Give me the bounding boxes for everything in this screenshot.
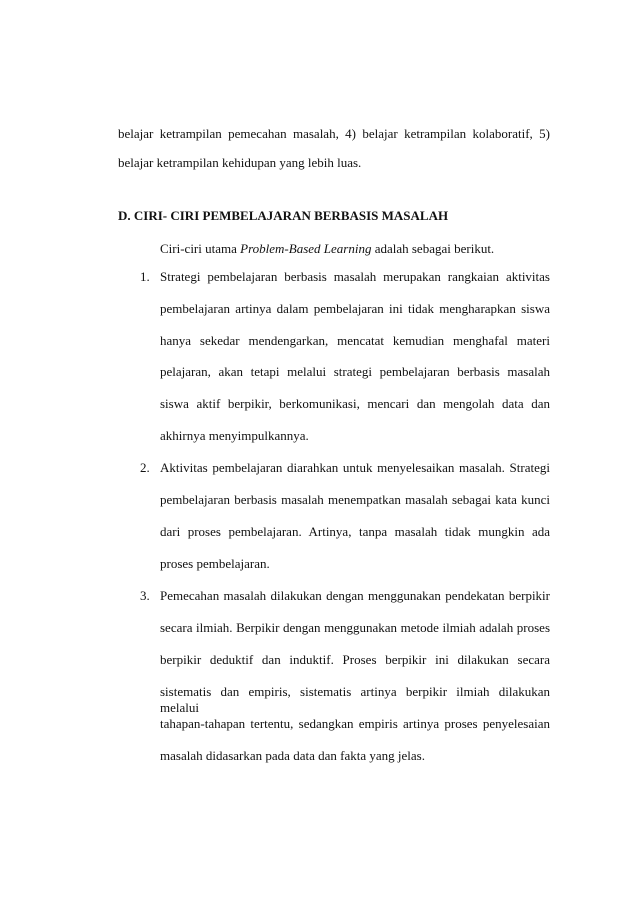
list-item-line: proses pembelajaran. xyxy=(160,556,270,571)
list-item-line: Pemecahan masalah dilakukan dengan menggunakan pendekatan berpikir xyxy=(160,588,550,603)
list-item-line: Aktivitas pembelajaran diarahkan untuk menyelesaikan masalah. Strategi xyxy=(160,460,550,475)
list-item-line: berpikir deduktif dan induktif. Proses berpikir ini dilakukan secara xyxy=(160,652,550,667)
list-number: 1. xyxy=(140,269,150,284)
list-number: 2. xyxy=(140,460,150,475)
list-item-line: siswa aktif berpikir, berkomunikasi, mencari dan mengolah data dan xyxy=(160,396,550,411)
list-item-line: sistematis dan empiris, sistematis artinya berpikir ilmiah dilakukan melalui xyxy=(160,684,550,715)
list-item-line: pelajaran, akan tetapi melalui strategi pembelajaran berbasis masalah xyxy=(160,364,550,379)
list-item-line: secara ilmiah. Berpikir dengan menggunakan metode ilmiah adalah proses xyxy=(160,620,550,635)
list-item-line: akhirnya menyimpulkannya. xyxy=(160,428,309,443)
list-item-line: Strategi pembelajaran berbasis masalah merupakan rangkaian aktivitas xyxy=(160,269,550,284)
list-item-line: tahapan-tahapan tertentu, sedangkan empiris artinya proses penyelesaian xyxy=(160,716,550,731)
list-item-line: pembelajaran artinya dalam pembelajaran ini tidak mengharapkan siswa xyxy=(160,301,550,316)
lead-text-before: Ciri-ciri utama xyxy=(160,241,241,256)
list-item-line: hanya sekedar mendengarkan, mencatat kemudian menghafal materi xyxy=(160,333,550,348)
lead-text-after: adalah sebagai berikut. xyxy=(371,241,495,256)
intro-line-2: belajar ketrampilan kehidupan yang lebih luas. xyxy=(118,155,362,170)
list-item-line: pembelajaran berbasis masalah menempatkan masalah sebagai kata kunci xyxy=(160,492,550,507)
list-item-line: dari proses pembelajaran. Artinya, tanpa masalah tidak mungkin ada xyxy=(160,524,550,539)
section-lead xyxy=(160,241,494,257)
section-heading: D. CIRI- CIRI PEMBELAJARAN BERBASIS MASALAH xyxy=(118,208,449,223)
list-number: 3. xyxy=(140,588,150,603)
lead-text-italic: Problem-Based Learning xyxy=(240,241,372,256)
intro-line-1: belajar ketrampilan pemecahan masalah, 4) belajar ketrampilan kolaboratif, 5) xyxy=(118,126,550,141)
list-item-line: masalah didasarkan pada data dan fakta yang jelas. xyxy=(160,748,425,763)
